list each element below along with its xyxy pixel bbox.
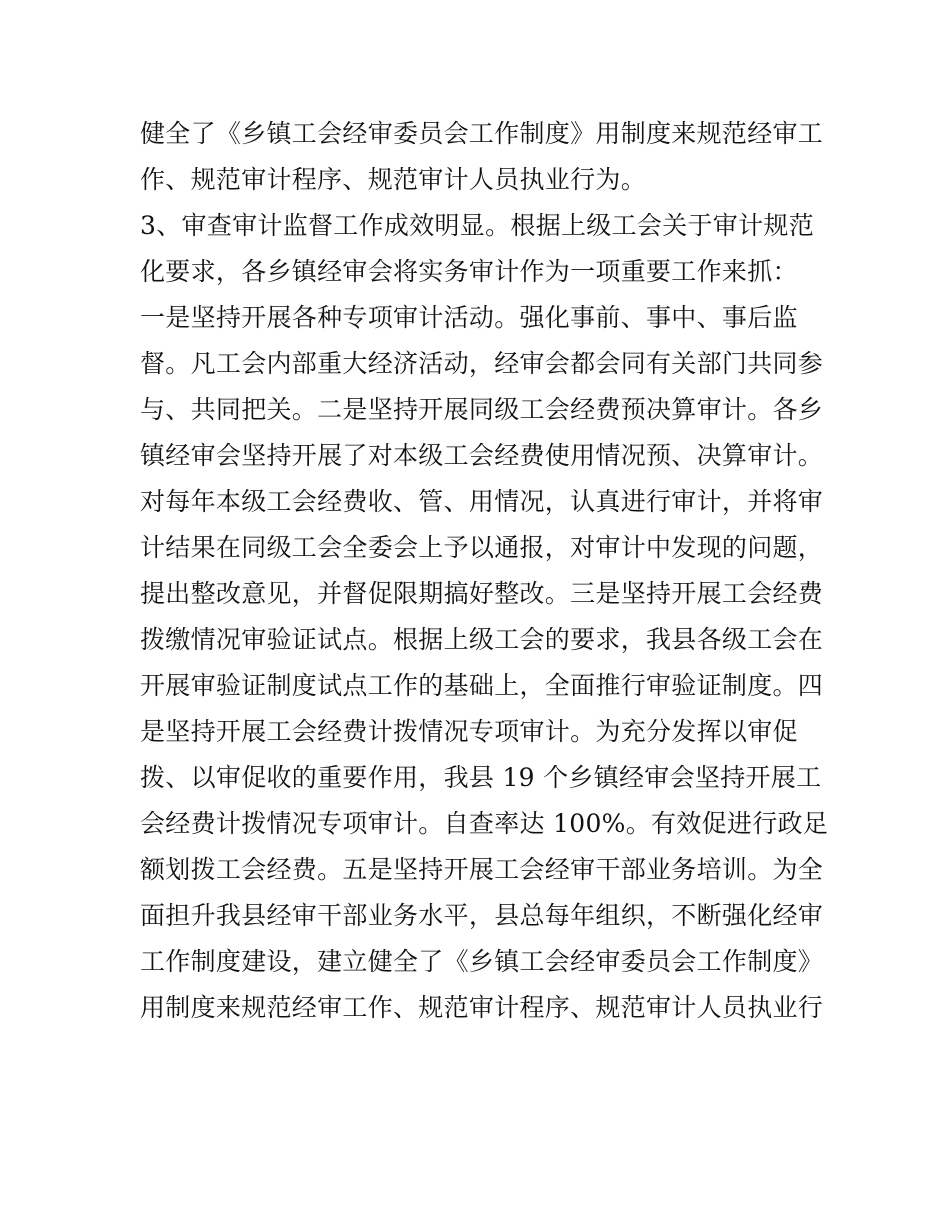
- text-line: 面担升我县经审干部业务水平，县总每年组织，不断强化经审: [140, 901, 824, 930]
- text-line: 对每年本级工会经费收、管、用情况，认真进行审计，并将审: [140, 487, 824, 516]
- text-line: 开展审验证制度试点工作的基础上，全面推行审验证制度。四: [140, 671, 824, 700]
- text-line: 拨缴情况审验证试点。根据上级工会的要求，我县各级工会在: [140, 625, 824, 654]
- text-line: 会经费计拨情况专项审计。自查率达 100%。有效促进行政足: [140, 809, 829, 838]
- text-line: 拨、以审促收的重要作用，我县 19 个乡镇经审会坚持开展工: [140, 763, 822, 792]
- text-line: 工作制度建设，建立健全了《乡镇工会经审委员会工作制度》: [140, 947, 824, 976]
- text-line: 化要求，各乡镇经审会将实务审计作为一项重要工作来抓：: [140, 257, 798, 286]
- text-line: 3、审查审计监督工作成效明显。根据上级工会关于审计规范: [140, 211, 815, 240]
- text-line: 镇经审会坚持开展了对本级工会经费使用情况预、决算审计。: [140, 441, 824, 470]
- text-line: 健全了《乡镇工会经审委员会工作制度》用制度来规范经审工: [140, 119, 824, 148]
- text-line: 计结果在同级工会全委会上予以通报，对审计中发现的问题，: [140, 533, 824, 562]
- text-line: 督。凡工会内部重大经济活动，经审会都会同有关部门共同参: [140, 349, 824, 378]
- text-line: 额划拨工会经费。五是坚持开展工会经审干部业务培训。为全: [140, 855, 824, 884]
- body-text: [140, 111, 830, 1031]
- text-line: 提出整改意见，并督促限期搞好整改。三是坚持开展工会经费: [140, 579, 824, 608]
- text-line: 作、规范审计程序、规范审计人员执业行为。: [140, 165, 647, 194]
- text-line: 是坚持开展工会经费计拨情况专项审计。为充分发挥以审促: [140, 717, 798, 746]
- text-line: 一是坚持开展各种专项审计活动。强化事前、事中、事后监: [140, 303, 798, 332]
- text-line: 与、共同把关。二是坚持开展同级工会经费预决算审计。各乡: [140, 395, 824, 424]
- text-line: 用制度来规范经审工作、规范审计程序、规范审计人员执业行: [140, 993, 824, 1022]
